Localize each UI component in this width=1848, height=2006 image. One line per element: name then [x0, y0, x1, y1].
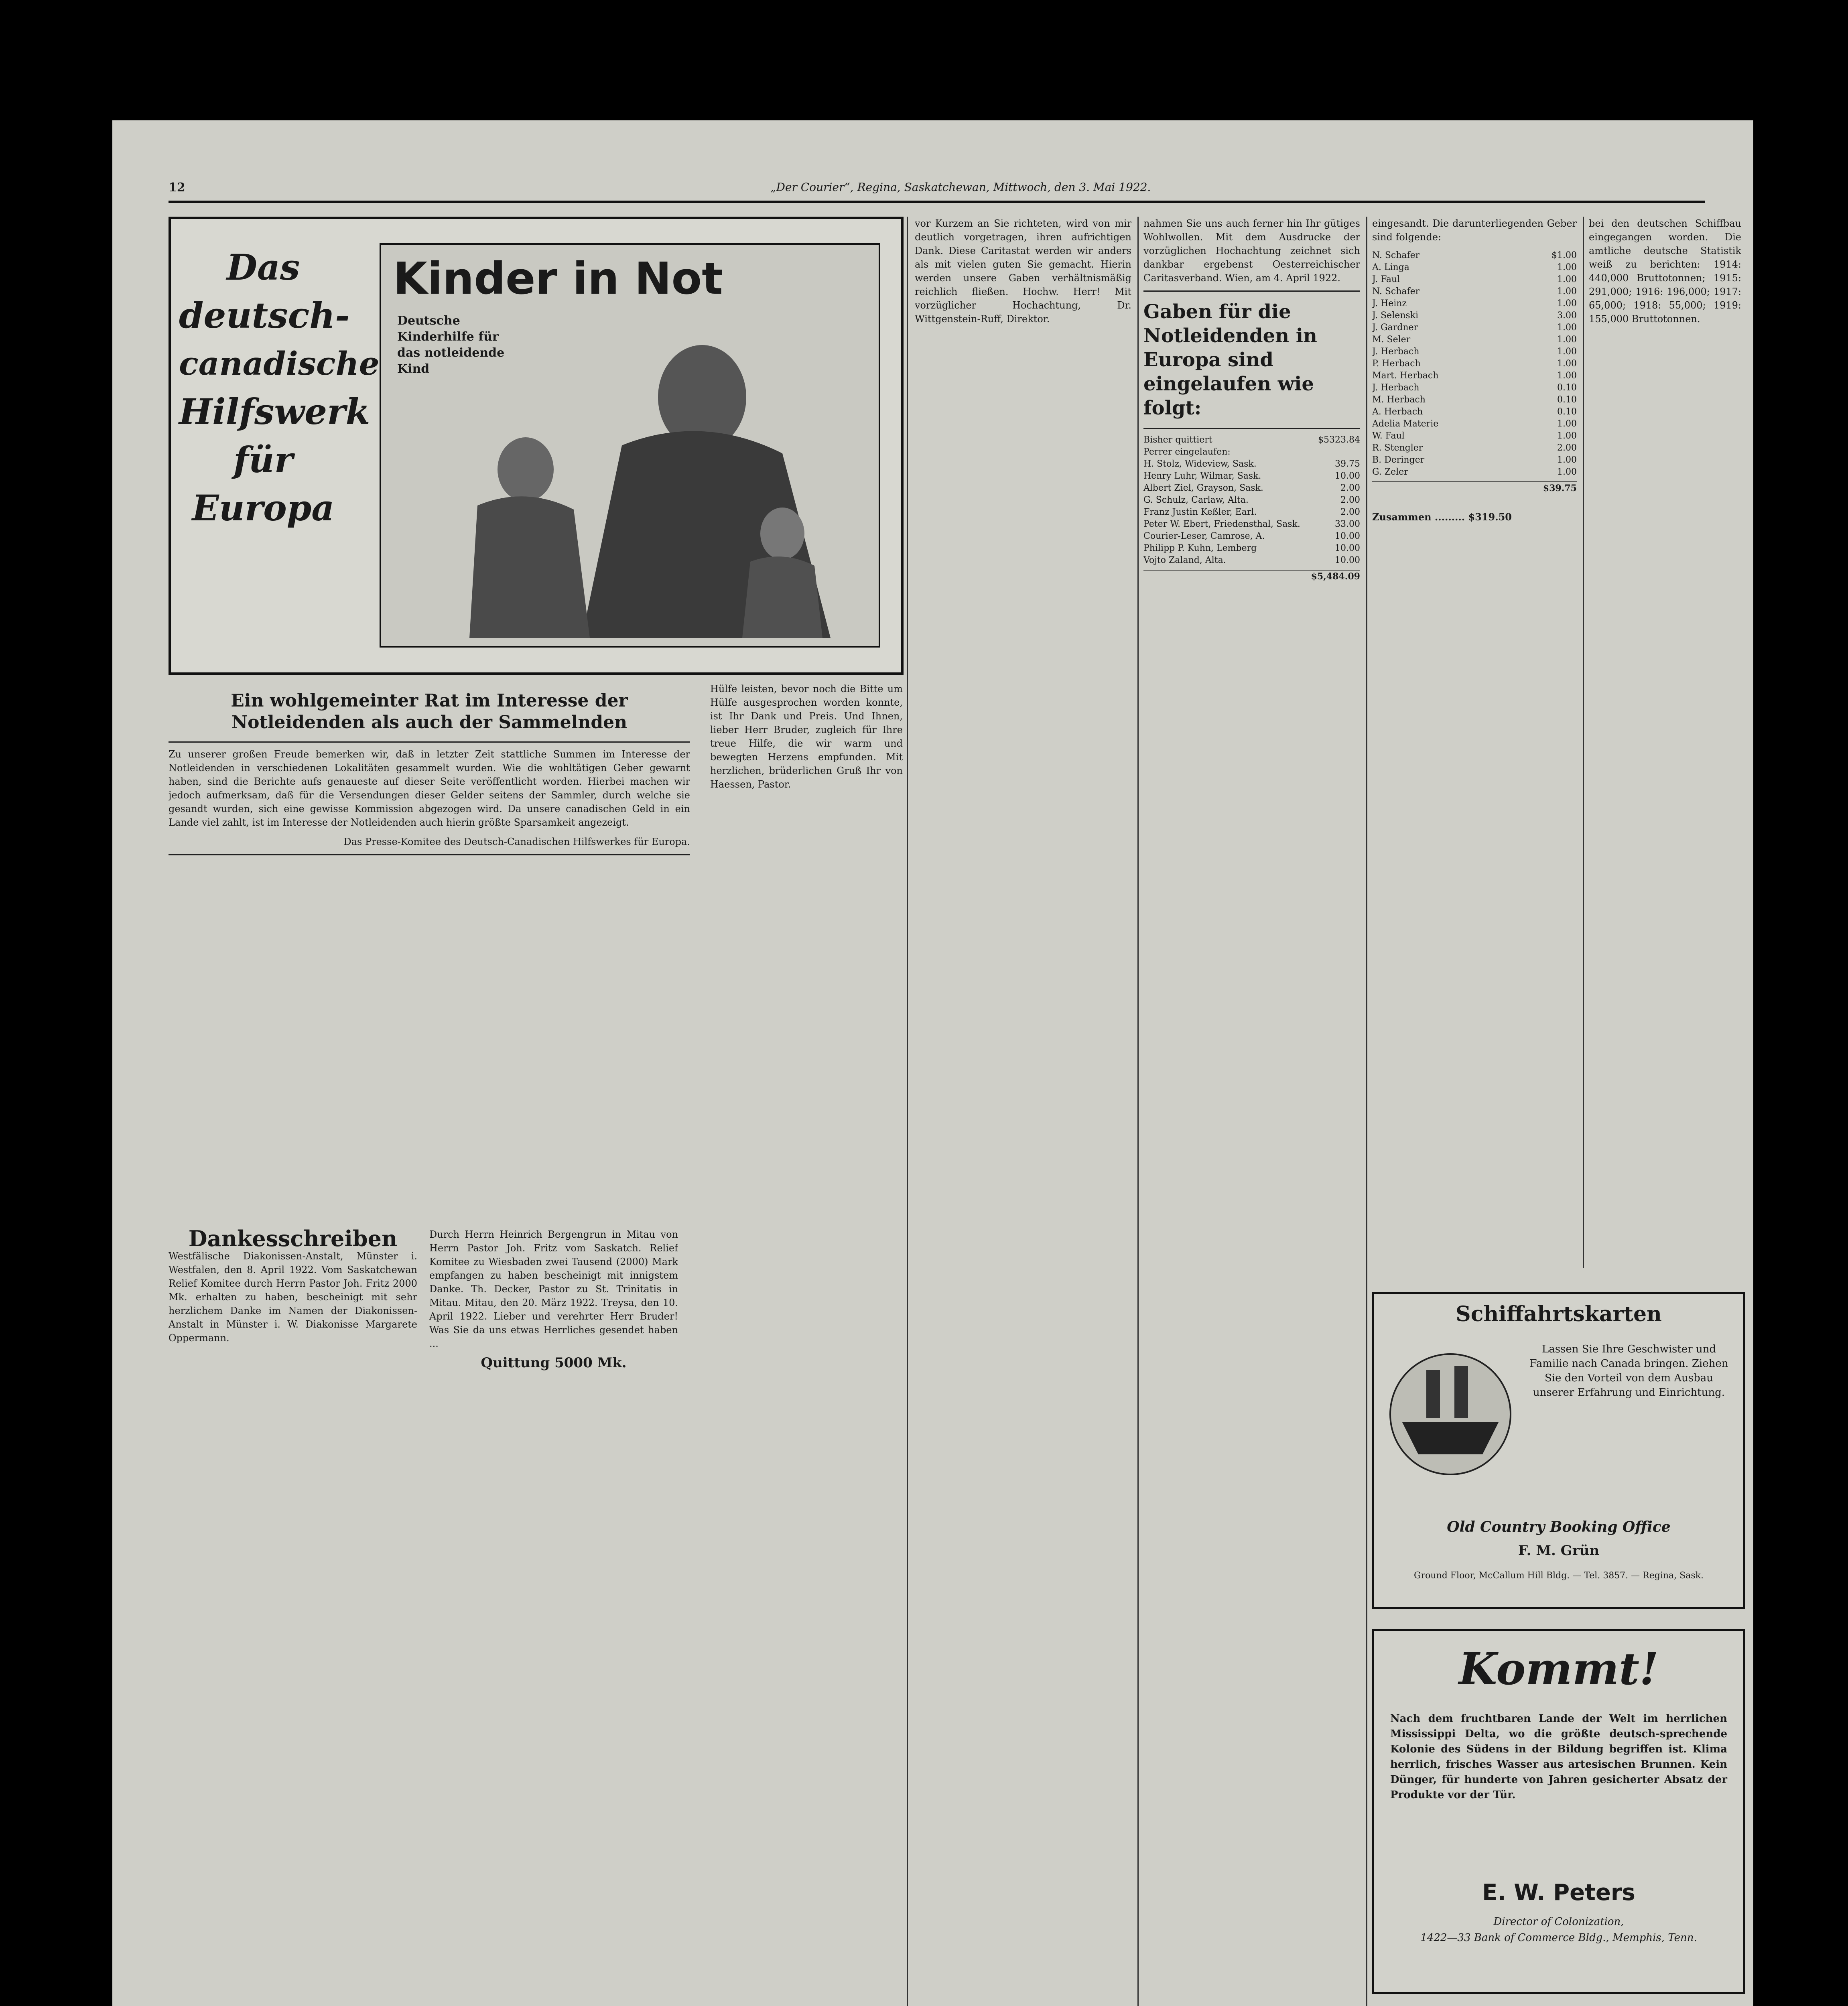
donation-total: [1143, 570, 1360, 583]
divider: [1143, 290, 1360, 292]
column-2-text: Durch Herrn Heinrich Bergengrun in Mitau von Herrn Pastor Joh. Fritz vom Saskatch. Relief Komitee zu Wiesbaden zwei Tausend (2000) Mark empfangen zu haben bescheinigt mit innigstem Danke. Th. Decker, Pastor zu St. Trinitatis in Mitau. Mitau, den 20. März 1922. Treysa, den 10. April 1922. Lieber und verehrter Herr Bruder! Was Sie da uns etwas Herrliches gesendet haben ...: [429, 1229, 678, 1349]
donation-list: [1372, 250, 1577, 478]
donor-name: Courier-Leser, Camrose, A.: [1143, 531, 1265, 541]
donation-row: [1372, 298, 1577, 310]
donation-amount: 33.00: [1335, 519, 1360, 529]
kommt-text: Nach dem fruchtbaren Lande der Welt im herrlichen Mississippi Delta, wo die größte deutsch-sprechende Kolonie des Südens in der Bildung begriffen ist. Klima herrlich, frisches Wasser aus artesischen Brunnen. Kein Dünger, für hunderte von Jahren gesicherter Absatz der Produkte vor der Tür.: [1390, 1713, 1727, 1801]
divider: [1143, 428, 1360, 429]
donation-amount: 2.00: [1557, 443, 1577, 453]
donation-row: [1143, 518, 1360, 530]
total-label: [1372, 482, 1375, 494]
donor-name: R. Stengler: [1372, 443, 1423, 453]
donation-row: [1143, 530, 1360, 542]
donation-row: [1372, 286, 1577, 298]
donation-row: [1143, 470, 1360, 482]
donation-amount: 10.00: [1335, 555, 1360, 565]
donation-row: [1372, 430, 1577, 442]
donation-row: [1372, 358, 1577, 370]
page-number: 12: [169, 181, 185, 195]
dankschreiben-text: Westfälische Diakonissen-Anstalt, Münster i. Westfalen, den 8. April 1922. Vom Saskatchewan Relief Komitee durch Herrn Pastor Joh. Fritz 2000 Mk. erhalten zu haben, bescheinigt mit sehr herzlichem Danke im Namen der Diakonissen-Anstalt in Münster i. W. Diakonisse Margarete Oppermann.: [169, 1251, 417, 1344]
kommt-title: Kommt!: [1458, 1643, 1659, 1695]
donation-row: [1372, 310, 1577, 322]
donation-row: [1143, 506, 1360, 518]
donation-amount: 39.75: [1335, 459, 1360, 469]
column-7-text: bei den deutschen Schiffbau eingegangen worden. Die amtliche deutsche Statistik weiß zu berichten: 1914: 440,000 Bruttotonnen; 1915: 291,000; 1916: 196,000; 1917: 65,000; 1918: 55,000; 1919: 155,000 Bruttotonnen.: [1589, 218, 1741, 325]
donation-amount: 10.00: [1335, 543, 1360, 553]
donation-row: [1372, 346, 1577, 358]
donor-name: J. Gardner: [1372, 323, 1418, 333]
donor-name: J. Heinz: [1372, 298, 1407, 309]
kommt-ad: [1372, 1629, 1745, 1994]
column-2: [429, 1228, 678, 2006]
column-rule: [1366, 217, 1367, 2006]
donation-row: [1372, 442, 1577, 454]
donation-amount: 0.10: [1557, 407, 1577, 417]
total-amount: $5,484.09: [1311, 571, 1360, 582]
page-header: [169, 177, 1705, 201]
donor-name: A. Herbach: [1372, 407, 1423, 417]
dankschreiben-title: Dankesschreiben: [188, 1228, 398, 1251]
donor-name: M. Herbach: [1372, 395, 1426, 405]
donation-row: [1372, 406, 1577, 418]
ship-ad-address: Ground Floor, McCallum Hill Bldg. — Tel. 3857. — Regina, Sask.: [1414, 1571, 1704, 1581]
donation-amount: 1.00: [1557, 467, 1577, 477]
donation-amount: 1.00: [1557, 371, 1577, 381]
kommt-role: Director of Colonization,: [1493, 1916, 1624, 1928]
total-label: [1143, 571, 1147, 583]
donation-row: [1143, 434, 1360, 446]
total-amount: $39.75: [1543, 483, 1577, 493]
donor-name: H. Stolz, Wideview, Sask.: [1143, 459, 1257, 469]
title-line: für: [233, 439, 293, 481]
column-7: [1589, 217, 1741, 1228]
donation-row: [1372, 370, 1577, 382]
rat-text: Zu unserer großen Freude bemerken wir, daß in letzter Zeit stattliche Summen im Interesse der Notleidenden in verschiedenen Lokalitäten gesammelt wurden. Wie die wohltätigen Geber gewarnt haben, sind die Berichte aufs genaueste auf dieser Seite veröffentlicht worden. Hierbei machen wir jedoch aufmerksam, daß für die Versendungen dieser Gelder seitens der Sammler, durch welche sie gesandt wurden, sich eine gewisse Kommission abgezogen wird. Da unsere canadischen Geld in ein Lande viel zahlt, ist im Interesse der Notleidenden auch hierin größte Sparsamkeit angezeigt.: [169, 749, 690, 828]
donation-total: [1372, 481, 1577, 494]
title-line: Europa: [192, 487, 335, 529]
donation-row: [1372, 418, 1577, 430]
ship-ad-title: Schiffahrtskarten: [1456, 1302, 1662, 1326]
donation-amount: 1.00: [1557, 298, 1577, 309]
ship-ad-person: F. M. Grün: [1518, 1543, 1600, 1559]
donation-row: [1143, 446, 1360, 458]
kommt-address: 1422—33 Bank of Commerce Bldg., Memphis, Tenn.: [1420, 1932, 1697, 1944]
donor-name: Peter W. Ebert, Friedensthal, Sask.: [1143, 519, 1300, 529]
hilfswerk-box: [169, 217, 904, 675]
donor-name: Mart. Herbach: [1372, 371, 1439, 381]
donor-name: Albert Ziel, Grayson, Sask.: [1143, 483, 1263, 493]
poster-title: Kinder in Not: [393, 253, 723, 304]
kinder-in-not-poster: [380, 243, 880, 648]
donation-row: [1372, 262, 1577, 274]
donation-amount: $5323.84: [1318, 435, 1360, 445]
column-3-text: Hülfe leisten, bevor noch die Bitte um Hülfe ausgesprochen worden konnte, ist Ihr Dank und Preis. Und Ihnen, lieber Herr Bruder, zugleich für Ihre treue Hilfe, die wir warm und bewegten Herzens empfunden. Mit herzlichen, brüderlichen Gruß Ihr von Haessen, Pastor.: [710, 683, 903, 790]
donor-name: G. Schulz, Carlaw, Alta.: [1143, 495, 1249, 505]
donor-name: Philipp P. Kuhn, Lemberg: [1143, 543, 1257, 553]
donation-row: [1143, 494, 1360, 506]
donation-row: [1143, 554, 1360, 566]
column-rule: [1137, 217, 1139, 2006]
column-4-text: vor Kurzem an Sie richteten, wird von mir deutlich vorgetragen, ihren aufrichtigen Dank. Diese Caritastat werden wir anders als mit vielen guten Sie gemacht. Hierin werden unsere Gaben verhältnismäßig reichlich fließen. Hochw. Herr! Mit vorzüglicher Hochachtung, Dr. Wittgenstein-Ruff, Direktor.: [915, 218, 1131, 325]
column-6-text: eingesandt. Die darunterliegenden Geber sind folgende:: [1372, 218, 1577, 243]
donor-name: Bisher quittiert: [1143, 435, 1212, 445]
donor-name: Vojto Zaland, Alta.: [1143, 555, 1226, 565]
column-5-text: nahmen Sie uns auch ferner hin Ihr gütiges Wohlwollen. Mit dem Ausdrucke der vorzüglichen Hochachtung zeichnet sich dankbar ergebenst Oesterreichischer Caritasverband. Wien, am 4. April 1922.: [1143, 218, 1360, 284]
donation-list: [1143, 434, 1360, 566]
donation-amount: 2.00: [1340, 483, 1360, 493]
title-line: canadische: [179, 345, 380, 382]
title-line: deutsch-: [179, 294, 350, 336]
donor-name: J. Herbach: [1372, 383, 1420, 393]
donor-name: Adelia Materie: [1372, 419, 1439, 429]
donation-amount: 1.00: [1557, 359, 1577, 369]
column-3: [710, 682, 903, 2006]
donation-row: [1372, 466, 1577, 478]
donor-name: Perrer eingelaufen:: [1143, 447, 1231, 457]
donor-name: N. Schafer: [1372, 250, 1420, 260]
donation-row: [1372, 394, 1577, 406]
donor-name: G. Zeler: [1372, 467, 1408, 477]
header-rule: [169, 201, 1705, 203]
column-rule: [907, 217, 908, 2006]
donation-row: [1372, 274, 1577, 286]
donor-name: N. Schafer: [1372, 286, 1420, 296]
donation-amount: 2.00: [1340, 495, 1360, 505]
column-5: [1143, 217, 1360, 2006]
donor-name: Henry Luhr, Wilmar, Sask.: [1143, 471, 1261, 481]
donation-amount: 1.00: [1557, 347, 1577, 357]
masthead: „Der Courier“, Regina, Saskatchewan, Mittwoch, den 3. Mai 1922.: [770, 181, 1151, 194]
ship-ad-text: Lassen Sie Ihre Geschwister und Familie nach Canada bringen. Ziehen Sie den Vorteil von dem Ausbau unserer Erfahrung und Einrichtung.: [1529, 1343, 1728, 1399]
donation-row: [1372, 454, 1577, 466]
donation-amount: 3.00: [1557, 311, 1577, 321]
rat-signature: Das Presse-Komitee des Deutsch-Canadischen Hilfswerkes für Europa.: [343, 836, 690, 847]
donor-name: P. Herbach: [1372, 359, 1421, 369]
donation-amount: 2.00: [1340, 507, 1360, 517]
donor-name: W. Faul: [1372, 431, 1405, 441]
poster-illustration: [381, 245, 879, 646]
donation-amount: 0.10: [1557, 383, 1577, 393]
title-line: Das: [226, 246, 300, 288]
donation-amount: 0.10: [1557, 395, 1577, 405]
dankschreiben-column: [169, 1228, 417, 2006]
donation-amount: 1.00: [1557, 335, 1577, 345]
donation-amount: 1.00: [1557, 431, 1577, 441]
donor-name: J. Herbach: [1372, 347, 1420, 357]
donation-row: [1372, 250, 1577, 262]
donation-amount: 10.00: [1335, 471, 1360, 481]
donation-row: [1143, 482, 1360, 494]
zusammen-line: Zusammen ......... $319.50: [1372, 511, 1512, 523]
divider: [169, 854, 690, 855]
quittung-title: Quittung 5000 Mk.: [481, 1355, 627, 1371]
donation-amount: 1.00: [1557, 323, 1577, 333]
poster-subtitle: Deutsche Kinderhilfe für das notleidende Kind: [397, 314, 505, 376]
kommt-name: E. W. Peters: [1482, 1880, 1635, 1906]
hilfswerk-title: [179, 243, 380, 532]
newspaper-page: [112, 120, 1753, 2006]
title-line: Hilfswerk: [179, 391, 370, 432]
donation-row: [1143, 458, 1360, 470]
column-4: [915, 217, 1131, 2006]
donation-amount: 1.00: [1557, 455, 1577, 465]
donation-row: [1372, 334, 1577, 346]
ship-ad-company: Old Country Booking Office: [1447, 1519, 1671, 1535]
rat-headline: Ein wohlgemeinter Rat im Interesse der Notleidenden als auch der Sammelnden: [231, 690, 628, 733]
donor-name: B. Deringer: [1372, 455, 1425, 465]
donor-name: J. Faul: [1372, 274, 1400, 284]
ship-icon: [1386, 1342, 1515, 1486]
donor-name: A. Linga: [1372, 262, 1409, 272]
donation-amount: 10.00: [1335, 531, 1360, 541]
divider: [169, 741, 690, 743]
donation-amount: 1.00: [1557, 419, 1577, 429]
donation-amount: $1.00: [1552, 250, 1577, 260]
donor-name: M. Seler: [1372, 335, 1411, 345]
gaben-title: Gaben für die Notleidenden in Europa sind eingelaufen wie folgt:: [1143, 300, 1317, 419]
donation-amount: 1.00: [1557, 274, 1577, 284]
column-rule: [1583, 217, 1584, 1268]
donation-row: [1372, 322, 1577, 334]
schiffahrtskarten-ad: [1372, 1292, 1745, 1609]
donation-row: [1372, 382, 1577, 394]
donation-amount: 1.00: [1557, 286, 1577, 296]
donor-name: Franz Justin Keßler, Earl.: [1143, 507, 1257, 517]
donation-row: [1143, 542, 1360, 554]
donor-name: J. Selenski: [1372, 311, 1419, 321]
donation-amount: 1.00: [1557, 262, 1577, 272]
